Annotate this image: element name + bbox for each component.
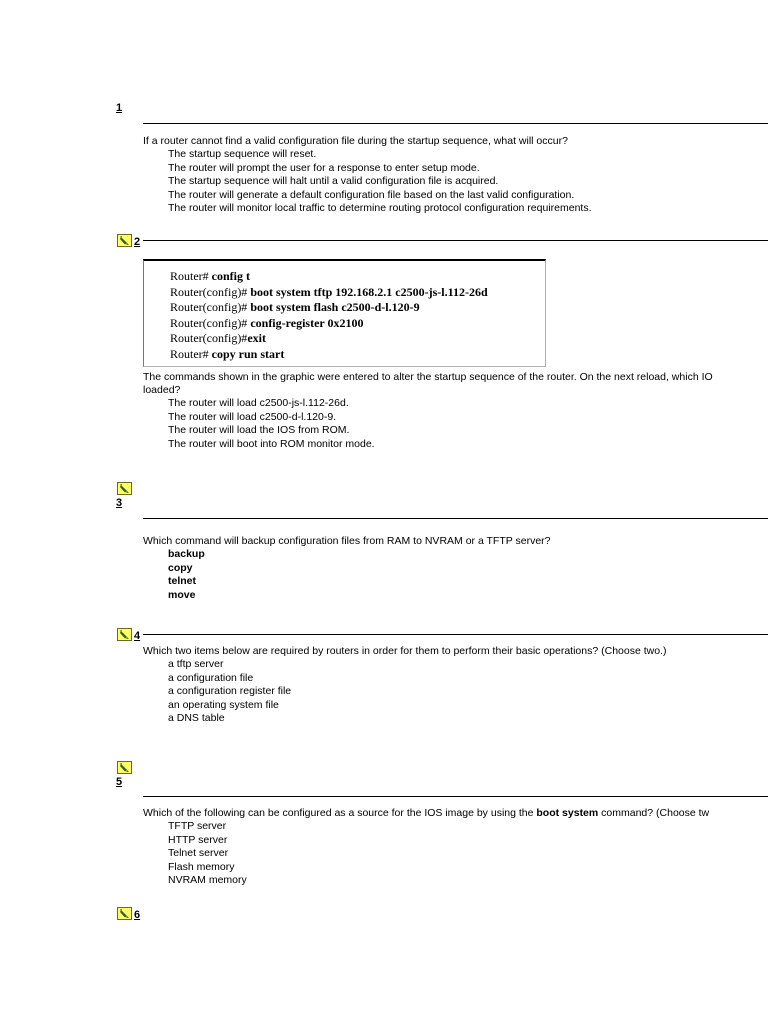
pencil-icon[interactable] <box>117 761 132 774</box>
question-number[interactable]: 1 <box>116 102 123 114</box>
pencil-icon[interactable] <box>117 907 132 920</box>
divider <box>143 796 768 797</box>
answer-option[interactable]: a tftp server <box>168 658 224 670</box>
answer-option[interactable]: backup <box>168 548 205 560</box>
answer-option[interactable]: a configuration register file <box>168 685 292 697</box>
answer-option[interactable]: Telnet server <box>168 847 229 859</box>
divider <box>143 240 768 241</box>
question-text: The commands shown in the graphic were entered to alter the startup sequence of the router. On the next reload, which IO <box>143 371 713 383</box>
question-text-continued: loaded? <box>143 384 181 396</box>
cli-command: boot system flash c2500-d-l.120-9 <box>250 300 420 314</box>
question-text: Which command will backup configuration files from RAM to NVRAM or a TFTP server? <box>143 535 551 547</box>
cli-command: copy run start <box>211 346 285 361</box>
question-text: If a router cannot find a valid configuration file during the startup sequence, what will occur? <box>143 135 568 147</box>
answer-option[interactable]: a configuration file <box>168 671 254 684</box>
answer-option[interactable]: The router will load c2500-d-l.120-9. <box>168 410 337 423</box>
answer-option[interactable]: telnet <box>168 575 197 587</box>
cli-prompt: Router(config)# <box>170 331 248 345</box>
cli-command: boot system tftp 192.168.2.1 c2500-js-l.112-26d <box>250 284 488 299</box>
answer-option[interactable]: The router will generate a default configuration file based on the last valid configuration. <box>168 188 575 201</box>
answer-option[interactable]: The router will boot into ROM monitor mode. <box>168 437 375 450</box>
answer-option[interactable]: The router will load c2500-js-l.112-26d. <box>168 397 349 409</box>
exhibit-line <box>170 285 545 301</box>
question-text <box>143 807 709 821</box>
pencil-icon[interactable] <box>117 628 132 641</box>
pencil-icon[interactable] <box>117 482 132 495</box>
answer-option[interactable]: TFTP server <box>168 820 227 832</box>
answer-option[interactable]: The startup sequence will halt until a valid configuration file is acquired. <box>168 175 499 187</box>
pencil-icon[interactable] <box>117 234 132 247</box>
exhibit-commands <box>144 261 545 362</box>
exhibit-line <box>170 331 545 347</box>
answer-options <box>168 658 291 726</box>
answer-option[interactable]: Flash memory <box>168 860 235 873</box>
exhibit-line <box>170 347 545 363</box>
answer-options <box>168 820 247 888</box>
answer-option[interactable]: The router will prompt the user for a response to enter setup mode. <box>168 161 480 174</box>
answer-options <box>168 397 375 451</box>
exhibit-line <box>170 269 545 285</box>
cli-command: config t <box>211 269 250 283</box>
divider <box>143 634 768 635</box>
question-number[interactable]: 4 <box>134 630 141 642</box>
cli-prompt: Router(config)# <box>170 315 251 330</box>
cli-prompt: Router(config)# <box>170 300 251 314</box>
answer-options <box>168 148 592 216</box>
answer-option[interactable]: NVRAM memory <box>168 874 247 886</box>
question-number[interactable]: 3 <box>116 497 123 509</box>
question-number[interactable]: 6 <box>134 909 141 921</box>
answer-option[interactable]: HTTP server <box>168 833 228 846</box>
answer-option[interactable]: move <box>168 588 196 601</box>
question-text-part: Which of the following can be configured as a source for the IOS image by using the <box>143 807 537 819</box>
cli-prompt: Router# <box>170 346 212 361</box>
question-text-part: command? (Choose tw <box>598 807 710 819</box>
divider <box>143 518 768 519</box>
cli-prompt: Router(config)# <box>170 284 251 299</box>
exhibit-line <box>170 300 545 316</box>
answer-option[interactable]: The startup sequence will reset. <box>168 148 317 160</box>
answer-options <box>168 548 205 602</box>
answer-option[interactable]: a DNS table <box>168 712 225 724</box>
divider <box>143 123 768 124</box>
cli-command: exit <box>247 331 266 345</box>
answer-option[interactable]: copy <box>168 561 193 574</box>
question-text: Which two items below are required by routers in order for them to perform their basic operations? (Choose two.) <box>143 645 667 657</box>
answer-option[interactable]: The router will monitor local traffic to determine routing protocol configuration requirements. <box>168 202 592 214</box>
command-keyword: boot system <box>536 807 599 819</box>
exhibit-line <box>170 316 545 332</box>
question-number[interactable]: 2 <box>134 236 141 248</box>
answer-option[interactable]: an operating system file <box>168 698 279 711</box>
question-number[interactable]: 5 <box>116 776 123 788</box>
exhibit-graphic <box>143 259 546 367</box>
cli-command: config-register 0x2100 <box>250 315 364 330</box>
answer-option[interactable]: The router will load the IOS from ROM. <box>168 424 350 436</box>
cli-prompt: Router# <box>170 269 212 283</box>
